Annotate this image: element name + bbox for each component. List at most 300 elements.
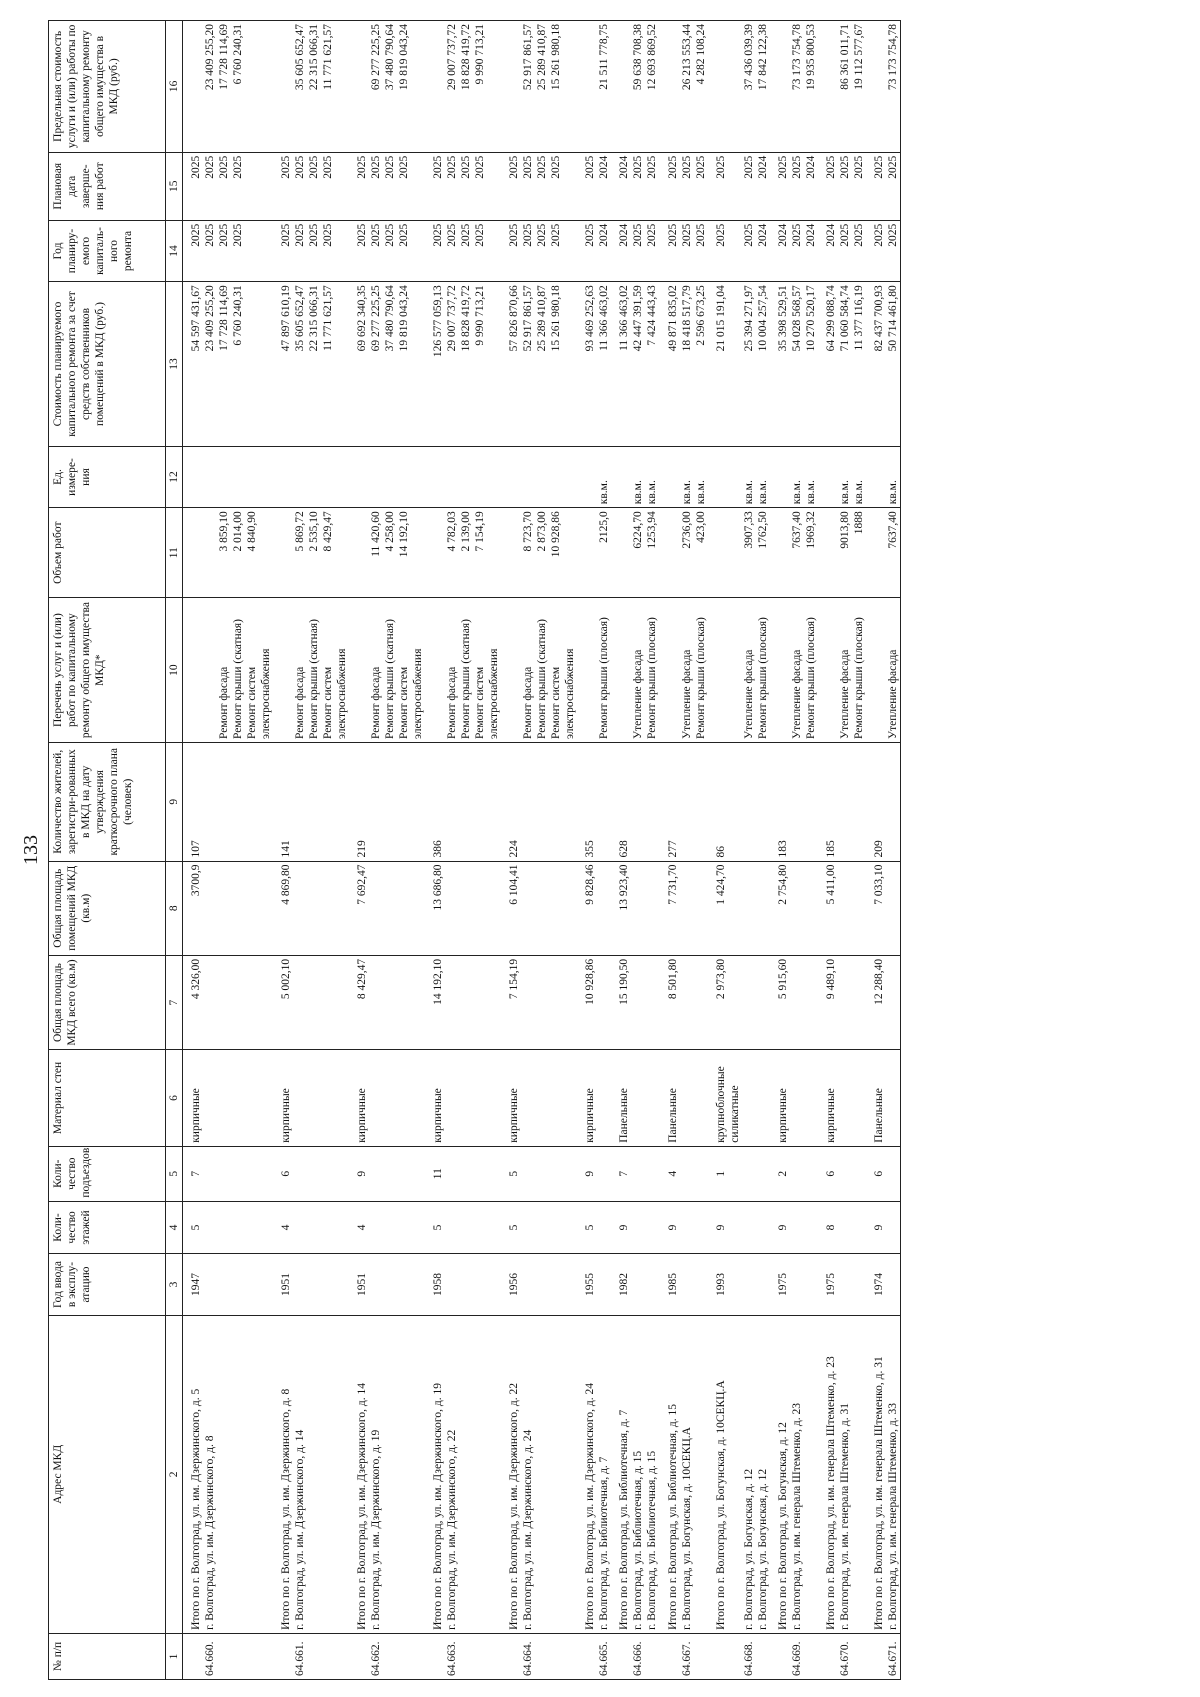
- cell-entrances: [473, 1146, 501, 1201]
- table-row: [231, 21, 245, 1680]
- cell-wall-material: [680, 1050, 694, 1147]
- cell-wall-material: [445, 1050, 459, 1147]
- cell-floors: [535, 1201, 549, 1254]
- cell-num: 64.662.: [369, 1633, 383, 1679]
- cell-premises-area: [397, 861, 425, 955]
- cell-num: [708, 1633, 742, 1679]
- cell-total-area: [645, 955, 659, 1049]
- table-row: [397, 21, 425, 1680]
- table-row-total: [183, 21, 204, 1680]
- cell-completion: 2025: [501, 152, 521, 220]
- cell-max-cost: 22 315 066,31: [307, 21, 321, 153]
- cell-volume: 2 139,00: [459, 508, 473, 598]
- cell-max-cost: 19 819 043,24: [397, 21, 425, 153]
- cell-entrances: [521, 1146, 535, 1201]
- cell-repair-year: 2025: [521, 220, 535, 281]
- cell-floors: 5: [577, 1201, 597, 1254]
- cell-premises-area: [838, 861, 852, 955]
- cell-completion: 2025: [660, 152, 680, 220]
- cell-completion: 2025: [577, 152, 597, 220]
- cell-wall-material: [631, 1050, 645, 1147]
- col-header-repair-year: Год планиру-емого капиталь-ного ремонта: [49, 220, 166, 281]
- cell-premises-area: [321, 861, 349, 955]
- cell-residents: 224: [501, 743, 521, 862]
- cell-num: [183, 1633, 204, 1679]
- cell-repair-year: 2024: [597, 220, 611, 281]
- table-row: [886, 21, 901, 1680]
- cell-year-built: [473, 1254, 501, 1315]
- cell-repair-year: 2024: [611, 220, 631, 281]
- cell-address: [231, 1315, 245, 1633]
- cell-floors: [293, 1201, 307, 1254]
- cell-residents: 141: [273, 743, 293, 862]
- cell-work: Ремонт фасада: [521, 598, 535, 743]
- cell-entrances: [245, 1146, 273, 1201]
- cell-unit: [183, 446, 204, 507]
- cell-volume: 423,00: [694, 508, 708, 598]
- cell-max-cost: [866, 21, 886, 153]
- cell-year-built: [645, 1254, 659, 1315]
- cell-year-built: [369, 1254, 383, 1315]
- cell-work: [577, 598, 597, 743]
- cell-cost: 25 394 271,97: [742, 282, 756, 447]
- cell-residents: [473, 743, 501, 862]
- cell-num: 64.669.: [790, 1633, 804, 1679]
- cell-work: Утепление фасада: [838, 598, 852, 743]
- cell-floors: [245, 1201, 273, 1254]
- cell-wall-material: кирпичные: [501, 1050, 521, 1147]
- cell-num: [383, 1633, 397, 1679]
- cell-residents: [631, 743, 645, 862]
- cell-work: Утепление фасада: [742, 598, 756, 743]
- cell-year-built: [383, 1254, 397, 1315]
- cell-completion: 2025: [631, 152, 645, 220]
- cell-total-area: [694, 955, 708, 1049]
- cell-unit: [273, 446, 293, 507]
- cell-premises-area: [597, 861, 611, 955]
- cell-wall-material: кирпичные: [425, 1050, 445, 1147]
- cell-residents: [756, 743, 770, 862]
- cell-max-cost: [708, 21, 742, 153]
- cell-num: [425, 1633, 445, 1679]
- cell-residents: [307, 743, 321, 862]
- col-number: 5: [166, 1146, 183, 1201]
- cell-unit: [445, 446, 459, 507]
- table-row: [369, 21, 383, 1680]
- cell-address: [383, 1315, 397, 1633]
- cell-work: Ремонт крыши (плоская): [645, 598, 659, 743]
- col-header-residents: Количество жителей, зарегистри-рованных в МКД на дату утверждения краткосрочного плана (человек): [49, 743, 166, 862]
- cell-cost: 126 577 059,13: [425, 282, 445, 447]
- cell-year-built: 1958: [425, 1254, 445, 1315]
- cell-unit: [425, 446, 445, 507]
- cell-num: [397, 1633, 425, 1679]
- cell-num: [770, 1633, 790, 1679]
- cell-premises-area: 13 686,80: [425, 861, 445, 955]
- col-number: 15: [166, 152, 183, 220]
- cell-cost: 18 418 517,79: [680, 282, 694, 447]
- cell-entrances: [321, 1146, 349, 1201]
- cell-total-area: [293, 955, 307, 1049]
- cell-wall-material: [852, 1050, 866, 1147]
- cell-year-built: [397, 1254, 425, 1315]
- cell-premises-area: 5 411,00: [818, 861, 838, 955]
- cell-premises-area: [459, 861, 473, 955]
- cell-wall-material: [694, 1050, 708, 1147]
- cell-residents: [694, 743, 708, 862]
- cell-year-built: 1975: [818, 1254, 838, 1315]
- cell-floors: 4: [349, 1201, 369, 1254]
- cell-wall-material: [535, 1050, 549, 1147]
- cell-unit: [231, 446, 245, 507]
- cell-floors: [369, 1201, 383, 1254]
- cell-premises-area: 7 033,10: [866, 861, 886, 955]
- col-header-completion-date: Плановая дата заверше-ния работ: [49, 152, 166, 220]
- cell-year-built: [307, 1254, 321, 1315]
- table-row: [535, 21, 549, 1680]
- cell-entrances: [645, 1146, 659, 1201]
- cell-wall-material: кирпичные: [577, 1050, 597, 1147]
- cell-work: [273, 598, 293, 743]
- cell-num: [459, 1633, 473, 1679]
- cell-repair-year: 2025: [645, 220, 659, 281]
- cell-num: [349, 1633, 369, 1679]
- table-row: [852, 21, 866, 1680]
- cell-repair-year: 2024: [756, 220, 770, 281]
- cell-cost: 57 826 870,66: [501, 282, 521, 447]
- cell-volume: 7 154,19: [473, 508, 501, 598]
- table-row: [631, 21, 645, 1680]
- cell-unit: [217, 446, 231, 507]
- cell-max-cost: [245, 21, 273, 153]
- cell-unit: [397, 446, 425, 507]
- cell-entrances: [680, 1146, 694, 1201]
- cell-cost: 29 007 737,72: [445, 282, 459, 447]
- cell-volume: 2 873,00: [535, 508, 549, 598]
- cell-num: [245, 1633, 273, 1679]
- cell-total-area: 10 928,86: [577, 955, 597, 1049]
- cell-residents: [217, 743, 231, 862]
- cell-cost: 37 480 790,64: [383, 282, 397, 447]
- cell-wall-material: Панельные: [866, 1050, 886, 1147]
- cell-floors: [645, 1201, 659, 1254]
- table-row-total: [660, 21, 680, 1680]
- cell-residents: [369, 743, 383, 862]
- cell-residents: 107: [183, 743, 204, 862]
- cell-completion: 2024: [804, 152, 818, 220]
- cell-volume: [273, 508, 293, 598]
- col-number: 4: [166, 1201, 183, 1254]
- cell-max-cost: 35 605 652,47: [293, 21, 307, 153]
- cell-max-cost: 6 760 240,31: [231, 21, 245, 153]
- cell-wall-material: [790, 1050, 804, 1147]
- cell-cost: 54 028 568,57: [790, 282, 804, 447]
- cell-entrances: 6: [818, 1146, 838, 1201]
- cell-max-cost: 12 693 869,52: [645, 21, 659, 153]
- cell-year-built: [756, 1254, 770, 1315]
- cell-entrances: [397, 1146, 425, 1201]
- cell-wall-material: [521, 1050, 535, 1147]
- cell-num: 64.668.: [742, 1633, 756, 1679]
- cell-cost: 25 289 410,87: [535, 282, 549, 447]
- cell-entrances: 11: [425, 1146, 445, 1201]
- cell-work: Ремонт фасада: [369, 598, 383, 743]
- cell-total-area: [790, 955, 804, 1049]
- cell-completion: 2025: [521, 152, 535, 220]
- col-header-num: № п/п: [49, 1633, 166, 1679]
- cell-premises-area: [645, 861, 659, 955]
- cell-floors: [852, 1201, 866, 1254]
- cell-unit: кв.м.: [680, 446, 694, 507]
- cell-work: [866, 598, 886, 743]
- col-header-total-area: Общая площадь МКД всего (кв.м): [49, 955, 166, 1049]
- cell-wall-material: [886, 1050, 901, 1147]
- cell-total-area: 12 288,40: [866, 955, 886, 1049]
- cell-residents: 628: [611, 743, 631, 862]
- cell-num: [611, 1633, 631, 1679]
- cell-cost: 19 819 043,24: [397, 282, 425, 447]
- cell-year-built: [217, 1254, 231, 1315]
- cell-completion: 2025: [770, 152, 790, 220]
- cell-work: Утепление фасада: [790, 598, 804, 743]
- cell-residents: [804, 743, 818, 862]
- cell-residents: [742, 743, 756, 862]
- cell-max-cost: 52 917 861,57: [521, 21, 535, 153]
- cell-year-built: 1951: [349, 1254, 369, 1315]
- cell-completion: 2025: [425, 152, 445, 220]
- cell-repair-year: 2025: [790, 220, 804, 281]
- cell-year-built: [535, 1254, 549, 1315]
- cell-premises-area: [445, 861, 459, 955]
- cell-wall-material: кирпичные: [818, 1050, 838, 1147]
- cell-wall-material: кирпичные: [770, 1050, 790, 1147]
- cell-volume: 1969,32: [804, 508, 818, 598]
- cell-repair-year: 2024: [818, 220, 838, 281]
- table-row: [838, 21, 852, 1680]
- cell-unit: [203, 446, 217, 507]
- table-row: [694, 21, 708, 1680]
- cell-max-cost: 15 261 980,18: [549, 21, 577, 153]
- cell-max-cost: [183, 21, 204, 153]
- cell-residents: [838, 743, 852, 862]
- cell-max-cost: [349, 21, 369, 153]
- cell-entrances: 5: [501, 1146, 521, 1201]
- cell-repair-year: 2025: [321, 220, 349, 281]
- col-header-entrances: Коли-чество подъездов: [49, 1146, 166, 1201]
- col-number: 8: [166, 861, 183, 955]
- cell-total-area: [231, 955, 245, 1049]
- cell-max-cost: 17 842 122,38: [756, 21, 770, 153]
- col-number: 6: [166, 1050, 183, 1147]
- cell-repair-year: 2025: [293, 220, 307, 281]
- cell-volume: [866, 508, 886, 598]
- cell-completion: 2025: [445, 152, 459, 220]
- cell-entrances: [231, 1146, 245, 1201]
- cell-address: [397, 1315, 425, 1633]
- cell-floors: 5: [425, 1201, 445, 1254]
- cell-volume: 8 429,47: [321, 508, 349, 598]
- cell-work: [203, 598, 217, 743]
- cell-work: Ремонт крыши (скатная): [307, 598, 321, 743]
- cell-year-built: [293, 1254, 307, 1315]
- cell-work: Ремонт крыши (скатная): [231, 598, 245, 743]
- cell-completion: 2025: [307, 152, 321, 220]
- cell-unit: [459, 446, 473, 507]
- cell-premises-area: [756, 861, 770, 955]
- cell-repair-year: 2025: [217, 220, 231, 281]
- col-header-volume: Объем работ: [49, 508, 166, 598]
- table-row: [293, 21, 307, 1680]
- cell-unit: кв.м.: [742, 446, 756, 507]
- cell-repair-year: 2025: [425, 220, 445, 281]
- cell-wall-material: [742, 1050, 756, 1147]
- cell-volume: [770, 508, 790, 598]
- cell-volume: 1762,50: [756, 508, 770, 598]
- cell-work: Ремонт систем электроснабжения: [549, 598, 577, 743]
- cell-total-area: [838, 955, 852, 1049]
- cell-work: [660, 598, 680, 743]
- cell-unit: кв.м.: [790, 446, 804, 507]
- table-row: [321, 21, 349, 1680]
- cell-wall-material: [397, 1050, 425, 1147]
- cell-num: [273, 1633, 293, 1679]
- col-header-floors: Коли-чество этажей: [49, 1201, 166, 1254]
- cell-premises-area: [535, 861, 549, 955]
- cell-cost: 64 299 088,74: [818, 282, 838, 447]
- cell-repair-year: 2025: [307, 220, 321, 281]
- cell-floors: [597, 1201, 611, 1254]
- cell-cost: 54 597 431,67: [183, 282, 204, 447]
- cell-entrances: 4: [660, 1146, 680, 1201]
- cell-wall-material: [383, 1050, 397, 1147]
- cell-total-area: [397, 955, 425, 1049]
- cell-unit: кв.м.: [852, 446, 866, 507]
- cell-year-built: [631, 1254, 645, 1315]
- cell-unit: [535, 446, 549, 507]
- cell-wall-material: кирпичные: [349, 1050, 369, 1147]
- cell-total-area: [680, 955, 694, 1049]
- cell-unit: кв.м.: [694, 446, 708, 507]
- cell-repair-year: 2025: [231, 220, 245, 281]
- col-number: 12: [166, 446, 183, 507]
- table-row: [217, 21, 231, 1680]
- cell-unit: [577, 446, 597, 507]
- cell-completion: 2025: [866, 152, 886, 220]
- cell-num: 64.670.: [838, 1633, 852, 1679]
- cell-unit: [708, 446, 742, 507]
- cell-repair-year: 2025: [349, 220, 369, 281]
- cell-cost: 69 692 340,35: [349, 282, 369, 447]
- cell-floors: [549, 1201, 577, 1254]
- cell-residents: [886, 743, 901, 862]
- cell-volume: [660, 508, 680, 598]
- cell-year-built: 1975: [770, 1254, 790, 1315]
- cell-unit: [501, 446, 521, 507]
- cell-completion: 2025: [273, 152, 293, 220]
- cell-work: Утепление фасада: [680, 598, 694, 743]
- cell-repair-year: 2025: [383, 220, 397, 281]
- cell-num: [756, 1633, 770, 1679]
- cell-residents: [459, 743, 473, 862]
- cell-premises-area: 7 692,47: [349, 861, 369, 955]
- cell-num: 64.663.: [445, 1633, 459, 1679]
- cell-num: [473, 1633, 501, 1679]
- cell-total-area: 2 973,80: [708, 955, 742, 1049]
- cell-unit: [293, 446, 307, 507]
- cell-work: Ремонт фасада: [217, 598, 231, 743]
- cell-residents: [445, 743, 459, 862]
- cell-address: [694, 1315, 708, 1633]
- cell-num: [535, 1633, 549, 1679]
- cell-max-cost: [611, 21, 631, 153]
- table-row: [597, 21, 611, 1680]
- cell-repair-year: 2025: [501, 220, 521, 281]
- cell-wall-material: Панельные: [660, 1050, 680, 1147]
- cell-completion: [245, 152, 273, 220]
- cell-repair-year: 2025: [473, 220, 501, 281]
- cell-total-area: 5 002,10: [273, 955, 293, 1049]
- cell-wall-material: [307, 1050, 321, 1147]
- table-row: [756, 21, 770, 1680]
- cell-unit: [473, 446, 501, 507]
- cell-repair-year: 2025: [838, 220, 852, 281]
- cell-entrances: 2: [770, 1146, 790, 1201]
- cell-floors: [383, 1201, 397, 1254]
- table-row: [459, 21, 473, 1680]
- cell-total-area: 8 501,80: [660, 955, 680, 1049]
- cell-floors: [203, 1201, 217, 1254]
- cell-address: Итого по г. Волгоград, ул. им. Дзержинского, д. 22: [501, 1315, 521, 1633]
- cell-address: г. Волгоград, ул. Богунская, д. 10СЕКЦ.А: [680, 1315, 694, 1633]
- cell-year-built: 1993: [708, 1254, 742, 1315]
- cell-address: Итого по г. Волгоград, ул. Библиотечная, д. 15: [660, 1315, 680, 1633]
- cell-year-built: [597, 1254, 611, 1315]
- cell-total-area: [521, 955, 535, 1049]
- cell-total-area: 14 192,10: [425, 955, 445, 1049]
- cell-floors: [804, 1201, 818, 1254]
- cell-residents: [597, 743, 611, 862]
- cell-max-cost: 4 282 108,24: [694, 21, 708, 153]
- cell-premises-area: 4 869,80: [273, 861, 293, 955]
- cell-residents: [852, 743, 866, 862]
- cell-year-built: 1956: [501, 1254, 521, 1315]
- cell-floors: 9: [660, 1201, 680, 1254]
- cell-num: [549, 1633, 577, 1679]
- cell-cost: 42 447 391,59: [631, 282, 645, 447]
- cell-cost: 10 270 520,17: [804, 282, 818, 447]
- col-number: 1: [166, 1633, 183, 1679]
- cell-volume: 7637,40: [886, 508, 901, 598]
- cell-volume: 8 723,70: [521, 508, 535, 598]
- col-header-cost: Стоимость планируемого капитального ремонта за счет средств собственников помещений в МКД (руб.): [49, 282, 166, 447]
- cell-year-built: [838, 1254, 852, 1315]
- cell-cost: 49 871 835,02: [660, 282, 680, 447]
- cell-entrances: 9: [349, 1146, 369, 1201]
- cell-work: Ремонт крыши (плоская): [597, 598, 611, 743]
- cell-max-cost: 37 436 039,39: [742, 21, 756, 153]
- cell-repair-year: 2025: [183, 220, 204, 281]
- cell-completion: 2025: [473, 152, 501, 220]
- col-number: 14: [166, 220, 183, 281]
- cell-residents: [790, 743, 804, 862]
- cell-premises-area: [790, 861, 804, 955]
- cell-floors: [307, 1201, 321, 1254]
- cell-cost: 23 409 255,20: [203, 282, 217, 447]
- cell-entrances: [790, 1146, 804, 1201]
- cell-max-cost: [425, 21, 445, 153]
- cell-premises-area: [742, 861, 756, 955]
- cell-num: [501, 1633, 521, 1679]
